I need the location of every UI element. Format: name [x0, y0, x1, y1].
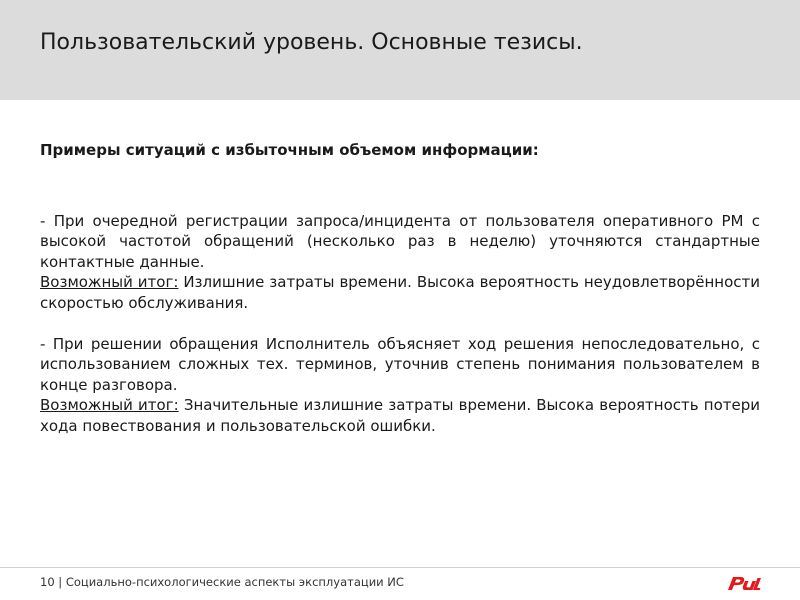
footer-divider: [0, 567, 800, 568]
paragraph-gap: [40, 313, 760, 334]
content-subheading: Примеры ситуаций с избыточным объемом информации:: [40, 141, 539, 159]
footer-text: 10 | Социально-психологические аспекты эксплуатации ИС: [40, 575, 404, 589]
outcome-text: Излишние затраты времени. Высока вероятность неудовлетворённости скоростью обслуживания.: [40, 273, 761, 312]
example-outcome: [40, 272, 760, 313]
example-text: - При решении обращения Исполнитель объясняет ход решения непоследовательно, с использованием сложных тех. терминов, уточнив степень понимания пользователем в конце разговора.: [40, 334, 760, 394]
example-item-2: [40, 334, 760, 437]
outcome-text: Значительные излишние затраты времени. Высока вероятность потери хода повествования и пользовательской ошибки.: [40, 396, 760, 435]
example-text: - При очередной регистрации запроса/инцидента от пользователя оперативного РМ с высокой частотой обращений (несколько раз в неделю) уточняются стандартные контактные данные.: [40, 211, 760, 271]
example-outcome: [40, 395, 760, 436]
slide-title: Пользовательский уровень. Основные тезисы.: [40, 30, 583, 55]
rzd-logo-icon: [726, 574, 764, 592]
outcome-label: Возможный итог:: [40, 396, 179, 414]
slide-content: [40, 140, 760, 436]
outcome-label: Возможный итог:: [40, 273, 179, 291]
example-item-1: [40, 211, 760, 314]
